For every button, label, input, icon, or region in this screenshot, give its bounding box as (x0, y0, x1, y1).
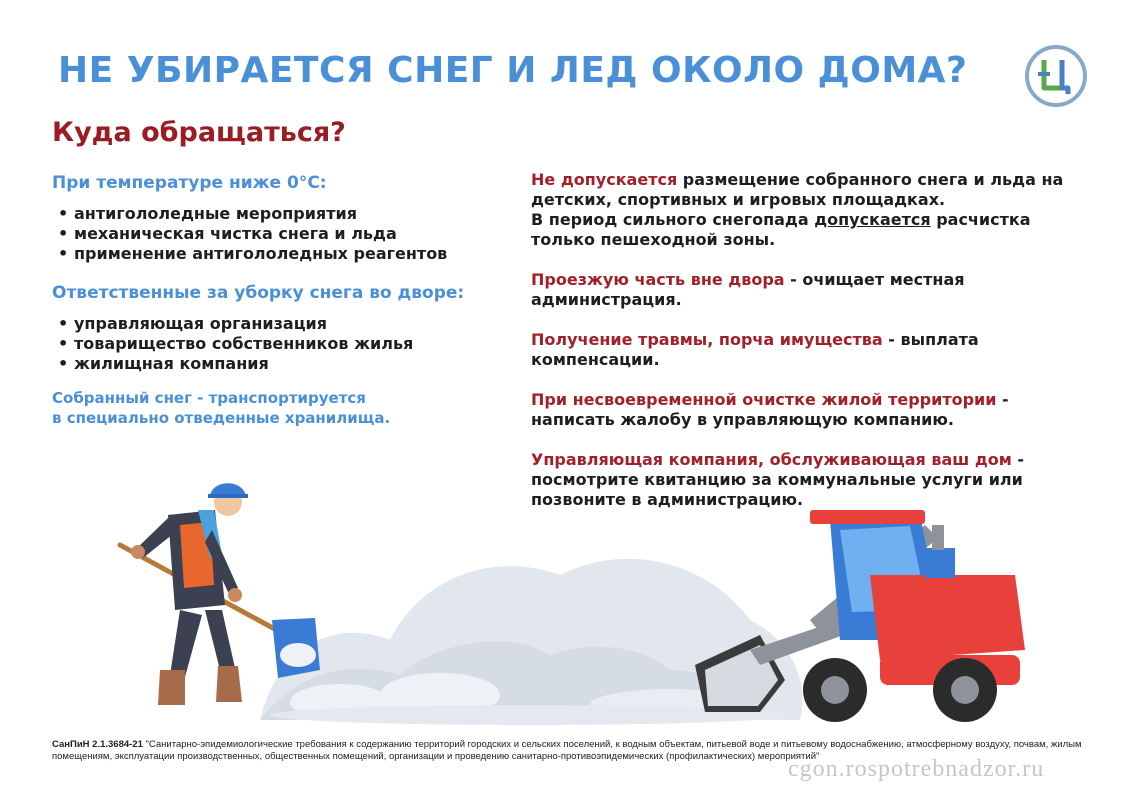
list-item: • механическая чистка снега и льда (52, 224, 522, 244)
site-watermark: cgon.rospotrebnadzor.ru (788, 756, 1045, 782)
transport-note-line: в специально отведенные хранилища. (52, 409, 391, 427)
red-highlight: Получение травмы, порча имущества (531, 330, 883, 349)
page-title: НЕ УБИРАЕТСЯ СНЕГ И ЛЕД ОКОЛО ДОМА? (58, 50, 968, 91)
responsible-list (52, 314, 522, 374)
placement-rule (531, 170, 1091, 250)
subtitle: Куда обращаться? (52, 117, 346, 148)
red-highlight: При несвоевременной очистке жилой территории (531, 390, 997, 409)
injury-rule (531, 330, 1091, 370)
red-highlight: Проезжую часть вне двора (531, 270, 785, 289)
red-highlight: Не допускается (531, 170, 678, 189)
right-column (531, 170, 1091, 510)
rule-text: - выплата компенсации. (531, 330, 979, 369)
sanpin-code: СанПиН 2.1.3684-21 (52, 739, 143, 750)
rule-text: - посмотрите квитанцию за коммунальные услуги или позвоните в администрацию. (531, 450, 1025, 509)
rule-text: расчистка только пешеходной зоны. (531, 210, 1031, 249)
list-item: • товарищество собственников жилья (52, 334, 522, 354)
transport-note-line: Собранный снег - транспортируется (52, 389, 366, 407)
list-item: • управляющая организация (52, 314, 522, 334)
rule-text: В период сильного снегопада (531, 210, 815, 229)
temperature-heading: При температуре ниже 0°С: (52, 173, 327, 193)
transport-note (52, 388, 522, 428)
sanpin-text: "Санитарно-эпидемиологические требования к содержанию территорий городских и сельских поселений, к водным объектам, питьевой воде и питьевому водоснабжению, атмосферному воздуху, почвам, жилым помещениям, эксплуатации производственных, общественных помещений, организации и проведению санитарно-противоэпидемических (профилактических) мероприятий" (52, 739, 1082, 762)
complaint-rule (531, 390, 1091, 430)
left-column (52, 172, 522, 428)
cgon-logo-icon (1024, 44, 1088, 108)
rule-text: - написать жалобу в управляющую компанию. (531, 390, 1009, 429)
list-item: • жилищная компания (52, 354, 522, 374)
list-item: • антигололедные мероприятия (52, 204, 522, 224)
red-highlight: Управляющая компания, обслуживающая ваш дом (531, 450, 1012, 469)
temperature-list (52, 204, 522, 264)
roadway-rule (531, 270, 1091, 310)
snow-cleaning-illustration (110, 470, 1040, 735)
snow-shoveling-worker-icon (120, 483, 320, 705)
rule-text: размещение собранного снега и льда на детских, спортивных и игровых площадках. (531, 170, 1064, 209)
list-item: • применение антигололедных реагентов (52, 244, 522, 264)
rule-text: - очищает местная администрация. (531, 270, 965, 309)
responsible-heading: Ответственные за уборку снега во дворе: (52, 283, 465, 303)
underlined-word: допускается (814, 210, 931, 229)
